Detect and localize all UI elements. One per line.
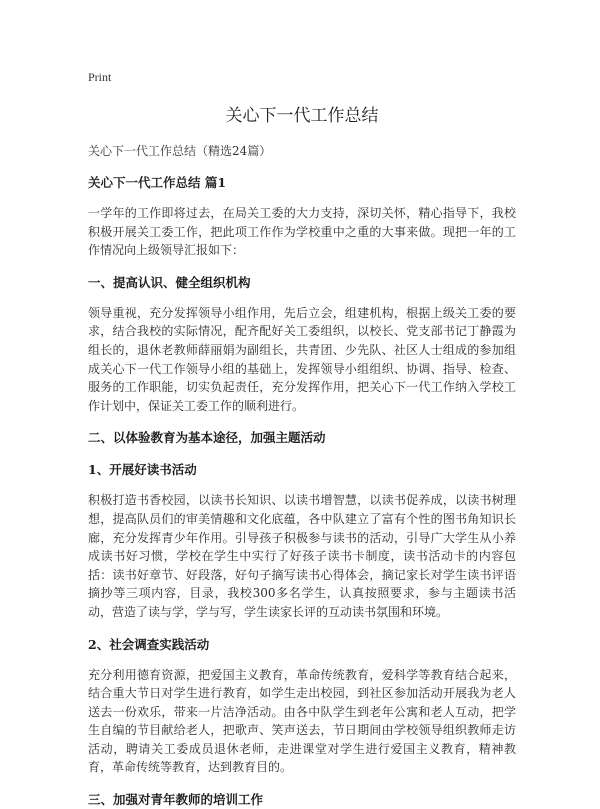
print-link[interactable]: Print — [88, 70, 112, 84]
article-heading: 关心下一代工作总结 篇1 — [88, 175, 227, 190]
section-heading-3: 三、加强对青年教师的培训工作 — [88, 792, 264, 808]
subsection-2-paragraph: 充分利用德育资源，把爱国主义教育，革命传统教育，爱科学等教育结合起来，结合重大节日对学生进行教育，如学生走出校园，到社区参加活动开展我为老人送去一份欢乐，带来一片洁净活动。由各中队学生到老年公寓和老人互动，把学生自编的节目献给老人，把歌声、笑声送去，节日期间由学校领导组织教师走访活动，聘请关工委成员退休老师，走进课堂对学生进行爱国主义教育，精神教育，革命传统等教育，达到教育目的。 — [88, 667, 516, 775]
section-1-paragraph: 领导重视，充分发挥领导小组作用，先后立会，组建机构，根据上级关工委的要求，结合我校的实际情况，配齐配好关工委组织，以校长、党支部书记丁静霞为组长的，退休老教师薛丽娟为副组长，共青团、少先队、社区人士组成的参加组成关心下一代工作领导小组的基础上，发挥领导小组组织、协调、指导、检查、服务的工作职能，切实负起责任，充分发挥作用，把关心下一代工作纳入学校工作计划中，保证关工委工作的顺利进行。 — [88, 305, 516, 413]
document-subtitle: 关心下一代工作总结（精选24篇） — [88, 144, 272, 158]
document-title: 关心下一代工作总结 — [225, 106, 379, 126]
subsection-heading-1: 1、开展好读书活动 — [88, 462, 197, 478]
subsection-1-paragraph: 积极打造书香校园，以读书长知识、以读书增智慧，以读书促养成，以读书树理想，提高队员们的审美情趣和文化底蕴，各中队建立了富有个性的图书角知识长廊，充分发挥青少年作用。引导孩子积极参与读书的活动，引导广大学生从小养成读书好习惯，学校在学生中实行了好孩子读书卡制度，读书活动卡的内容包括：读书好章节、好段落，好句子摘写读书心得体会，摘记家长对学生读书评语摘抄等三项内容，目录，我校300多名学生，认真按照要求，参与主题读书活动，营造了读与学，学与写，学生读家长评的互动读书氛围和环境。 — [88, 493, 516, 619]
subsection-heading-2: 2、社会调查实践活动 — [88, 636, 210, 652]
intro-paragraph: 一学年的工作即将过去，在局关工委的大力支持，深切关怀，精心指导下，我校积极开展关工委工作，把此项工作作为学校重中之重的大事来做。现把一年的工作情况向上级领导汇报如下： — [88, 206, 516, 258]
section-heading-1: 一、提高认识、健全组织机构 — [88, 274, 251, 290]
section-heading-2: 二、以体验教育为基本途径，加强主题活动 — [88, 430, 326, 446]
